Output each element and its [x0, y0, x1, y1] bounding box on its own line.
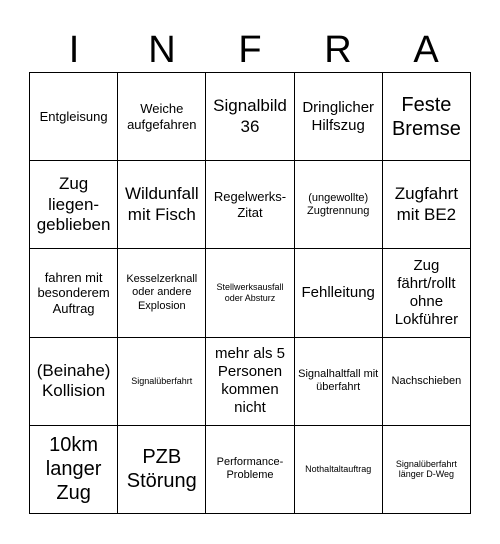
- bingo-cell-r3c1[interactable]: fahren mit besonderem Auftrag: [30, 249, 118, 337]
- bingo-cell-r1c1[interactable]: Entgleisung: [30, 73, 118, 161]
- bingo-header: [30, 28, 470, 72]
- bingo-cell-r1c4[interactable]: Dringlicher Hilfszug: [295, 73, 383, 161]
- bingo-cell-r3c5[interactable]: Zug fährt/rollt ohne Lokführer: [383, 249, 471, 337]
- bingo-cell-r5c4[interactable]: Nothaltaltauftrag: [295, 426, 383, 514]
- header-letter-i: I: [68, 29, 80, 71]
- bingo-cell-r1c3[interactable]: Signalbild 36: [206, 73, 294, 161]
- bingo-cell-r1c2[interactable]: Weiche aufgefahren: [118, 73, 206, 161]
- bingo-cell-r3c4[interactable]: Fehlleitung: [295, 249, 383, 337]
- bingo-cell-r1c5[interactable]: Feste Bremse: [383, 73, 471, 161]
- bingo-cell-r2c5[interactable]: Zugfahrt mit BE2: [383, 161, 471, 249]
- bingo-board: [29, 72, 471, 514]
- header-letter-a: A: [413, 29, 439, 71]
- bingo-cell-r5c2[interactable]: PZB Störung: [118, 426, 206, 514]
- bingo-cell-r3c2[interactable]: Kesselzerknall oder andere Explosion: [118, 249, 206, 337]
- bingo-cell-r4c5[interactable]: Nachschieben: [383, 338, 471, 426]
- bingo-cell-r2c1[interactable]: Zug liegen-geblieben: [30, 161, 118, 249]
- bingo-cell-r5c5[interactable]: Signalüberfahrt länger D-Weg: [383, 426, 471, 514]
- bingo-cell-r4c2[interactable]: Signalüberfahrt: [118, 338, 206, 426]
- bingo-cell-r2c3[interactable]: Regelwerks-Zitat: [206, 161, 294, 249]
- bingo-cell-r2c4[interactable]: (ungewollte) Zugtrennung: [295, 161, 383, 249]
- bingo-cell-r5c1[interactable]: 10km langer Zug: [30, 426, 118, 514]
- bingo-cell-r4c4[interactable]: Signalhaltfall mit überfahrt: [295, 338, 383, 426]
- header-letter-f: F: [238, 29, 262, 71]
- bingo-cell-r5c3[interactable]: Performance-Probleme: [206, 426, 294, 514]
- bingo-cell-r4c3[interactable]: mehr als 5 Personen kommen nicht: [206, 338, 294, 426]
- bingo-cell-r4c1[interactable]: (Beinahe) Kollision: [30, 338, 118, 426]
- header-letter-n: N: [148, 29, 176, 71]
- bingo-cell-r2c2[interactable]: Wildunfall mit Fisch: [118, 161, 206, 249]
- bingo-cell-r3c3[interactable]: Stellwerksausfall oder Absturz: [206, 249, 294, 337]
- header-letter-r: R: [324, 29, 352, 71]
